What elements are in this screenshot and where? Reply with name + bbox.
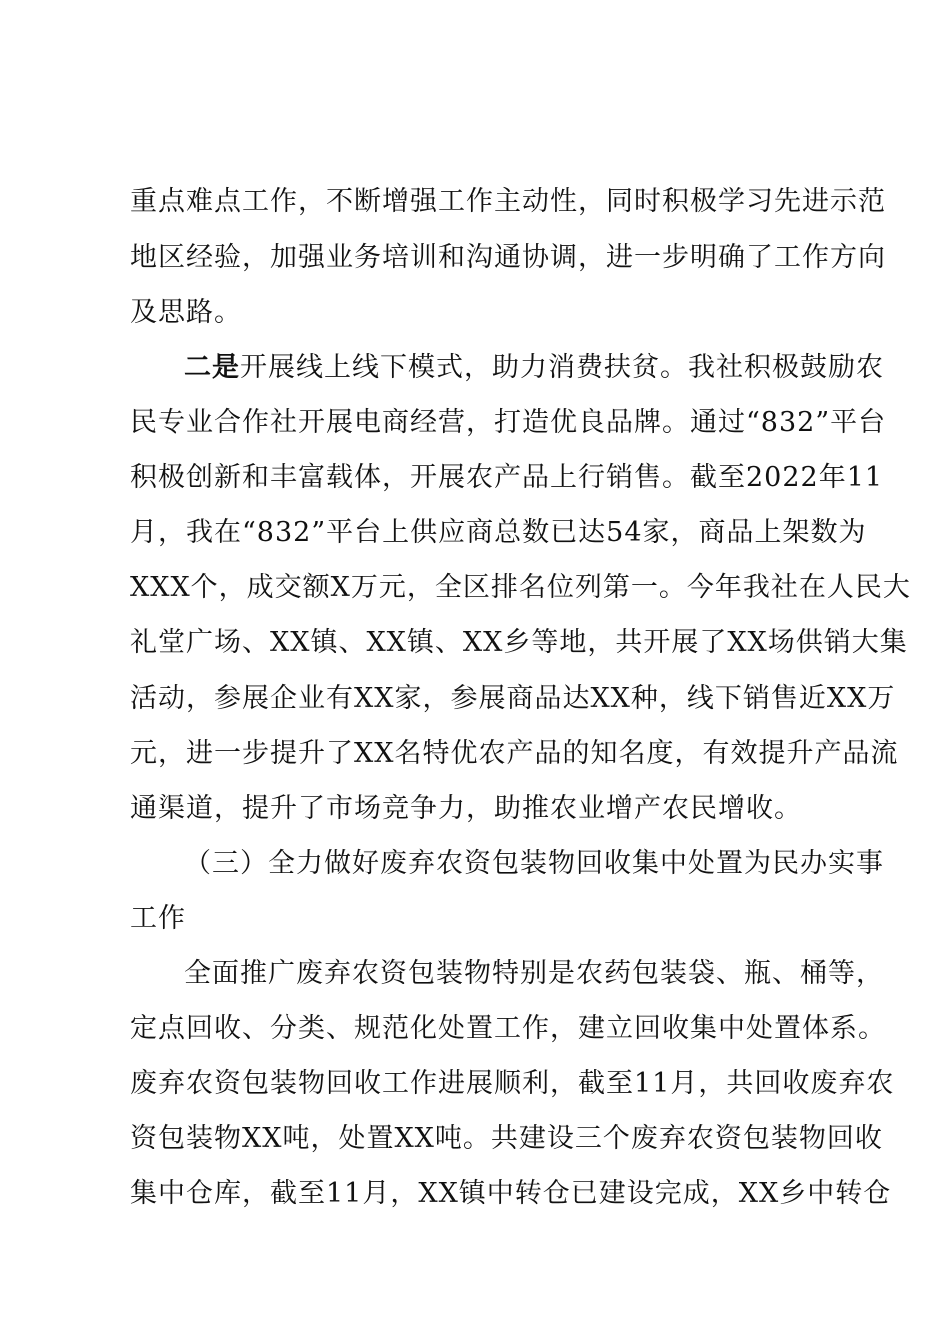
paragraph-first-line: [184, 353, 904, 383]
text-line: 礼堂广场、XX镇、XX镇、XX乡等地，共开展了XX场供销大集: [130, 627, 908, 658]
text-line: 重点难点工作，不断增强工作主动性，同时积极学习先进示范: [130, 186, 886, 217]
text-line: 活动，参展企业有XX家，参展商品达XX种，线下销售近XX万: [130, 683, 896, 714]
text-line: 资包装物XX吨，处置XX吨。共建设三个废弃农资包装物回收: [130, 1123, 883, 1154]
section-heading-continued: 工作: [130, 903, 186, 934]
text-line: 定点回收、分类、规范化处置工作，建立回收集中处置体系。: [130, 1013, 886, 1044]
text-line: 集中仓库，截至11月，XX镇中转仓已建设完成，XX乡中转仓: [130, 1178, 892, 1209]
text-line: 地区经验，加强业务培训和沟通协调，进一步明确了工作方向: [130, 242, 886, 273]
section-heading: （三）全力做好废弃农资包装物回收集中处置为民办实事: [184, 848, 884, 879]
text-line: 开展线上线下模式，助力消费扶贫。我社积极鼓励农: [240, 352, 884, 383]
text-line: 及思路。: [130, 297, 242, 328]
text-line: 元，进一步提升了XX名特优农产品的知名度，有效提升产品流: [130, 738, 899, 769]
text-line: 积极创新和丰富载体，开展农产品上行销售。截至2022年11: [130, 462, 884, 493]
text-line: 民专业合作社开展电商经营，打造优良品牌。通过“832”平台: [130, 407, 887, 438]
text-line: 全面推广废弃农资包装物特别是农药包装袋、瓶、桶等，: [184, 958, 884, 989]
text-line: 通渠道，提升了市场竞争力，助推农业增产农民增收。: [130, 793, 802, 824]
text-line: XXX个，成交额X万元，全区排名位列第一。今年我社在人民大: [130, 572, 911, 603]
text-line: 月，我在“832”平台上供应商总数已达54家，商品上架数为: [130, 517, 867, 548]
section-lead-label: 二是: [184, 352, 240, 383]
text-line: 废弃农资包装物回收工作进展顺利，截至11月，共回收废弃农: [130, 1068, 895, 1099]
